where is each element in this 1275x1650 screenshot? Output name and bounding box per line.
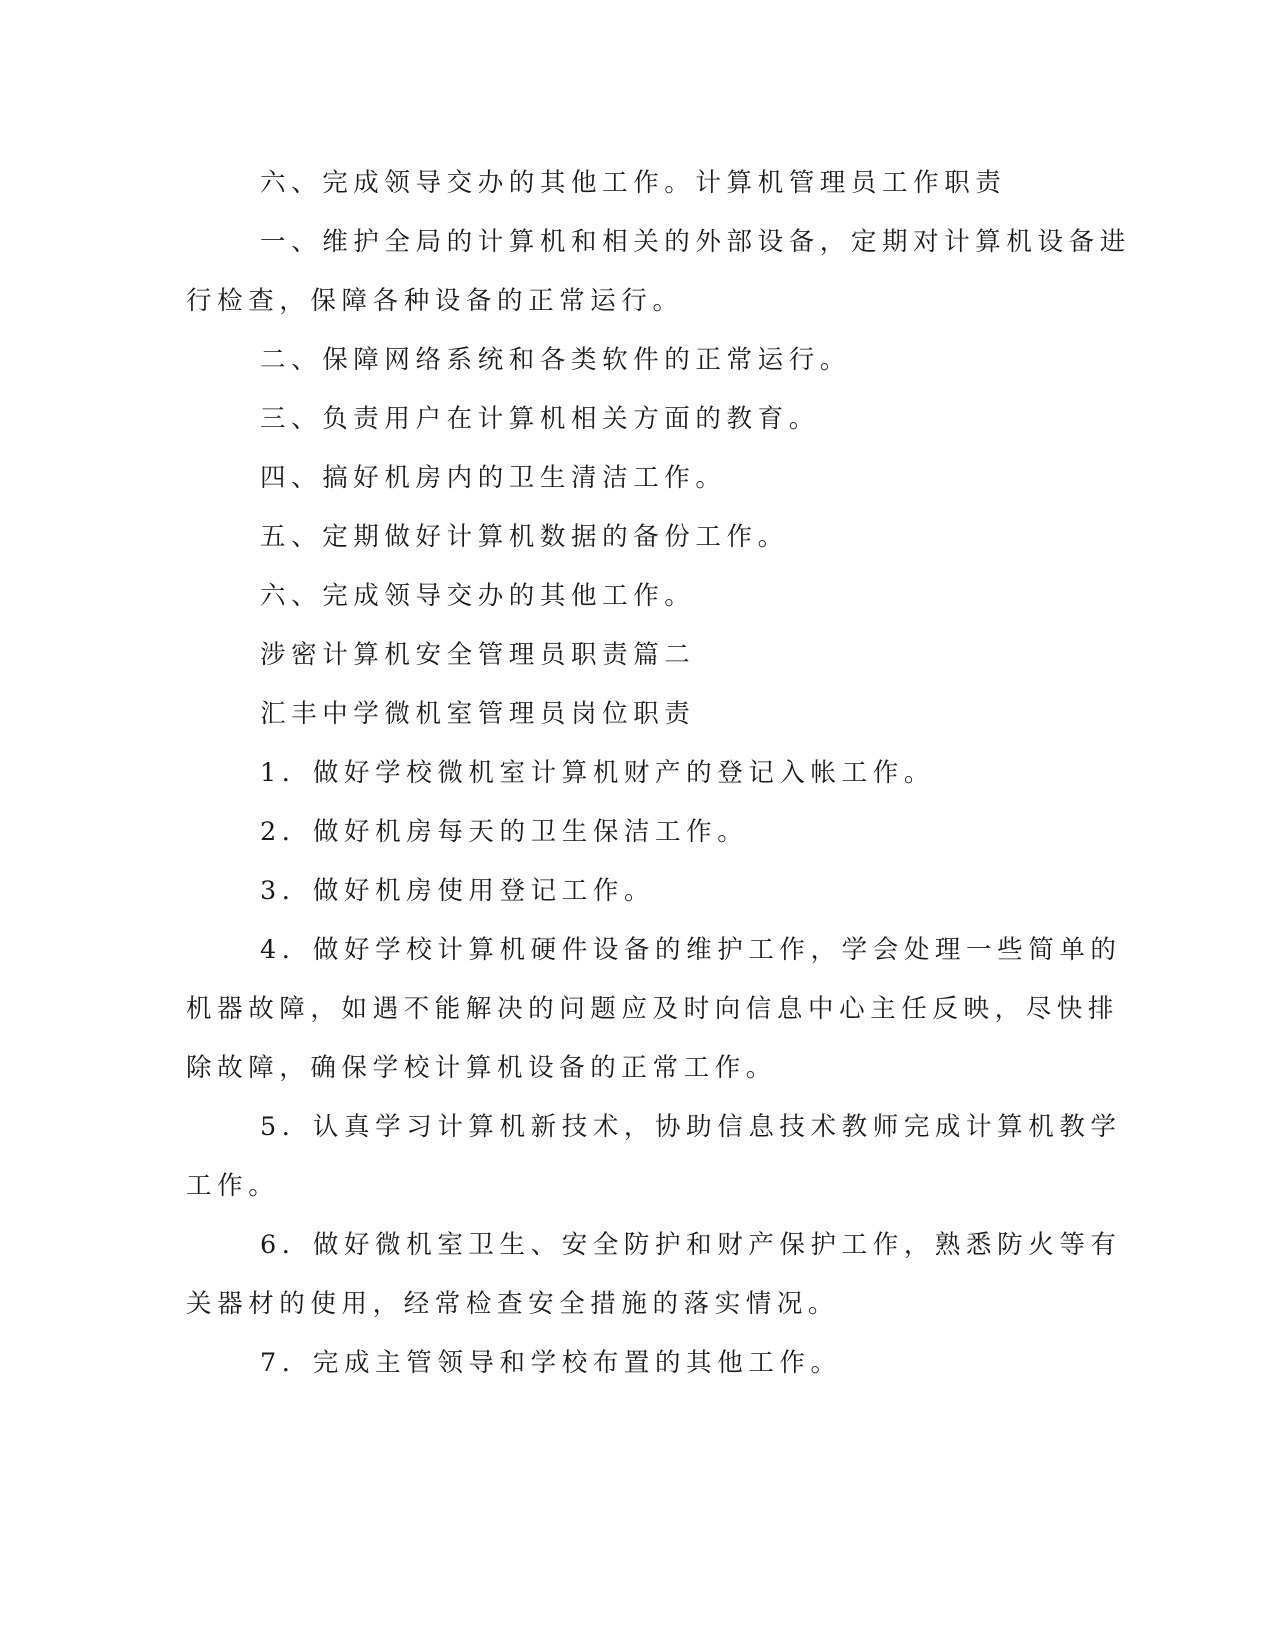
paragraph-line: 4．做好学校计算机硬件设备的维护工作，学会处理一些简单的 [260,935,1122,965]
paragraph-line: 四、搞好机房内的卫生清洁工作。 [260,463,727,493]
paragraph-line: 7．完成主管领导和学校布置的其他工作。 [260,1348,842,1378]
paragraph-line: 一、维护全局的计算机和相关的外部设备，定期对计算机设备进 [260,227,1131,257]
section-heading: 汇丰中学微机室管理员岗位职责 [260,699,696,729]
paragraph-line: 除故障，确保学校计算机设备的正常工作。 [186,1053,777,1083]
paragraph-line: 1．做好学校微机室计算机财产的登记入帐工作。 [260,758,935,788]
paragraph-line: 5．认真学习计算机新技术，协助信息技术教师完成计算机教学 [260,1112,1122,1142]
paragraph-line: 机器故障，如遇不能解决的问题应及时向信息中心主任反映，尽快排 [186,994,1120,1024]
section-heading: 涉密计算机安全管理员职责篇二 [260,640,696,670]
paragraph-line: 关器材的使用，经常检查安全措施的落实情况。 [186,1289,840,1319]
paragraph-line: 工作。 [186,1171,280,1201]
paragraph-line: 2．做好机房每天的卫生保洁工作。 [260,817,749,847]
paragraph-line: 3．做好机房使用登记工作。 [260,876,656,906]
paragraph-line: 六、完成领导交办的其他工作。 [260,581,696,611]
paragraph-line: 二、保障网络系统和各类软件的正常运行。 [260,345,851,375]
paragraph-line: 六、完成领导交办的其他工作。计算机管理员工作职责 [260,168,1007,198]
paragraph-line: 行检查，保障各种设备的正常运行。 [186,286,684,316]
paragraph-line: 6．做好微机室卫生、安全防护和财产保护工作，熟悉防火等有 [260,1230,1122,1260]
paragraph-line: 五、定期做好计算机数据的备份工作。 [260,522,789,552]
paragraph-line: 三、负责用户在计算机相关方面的教育。 [260,404,820,434]
